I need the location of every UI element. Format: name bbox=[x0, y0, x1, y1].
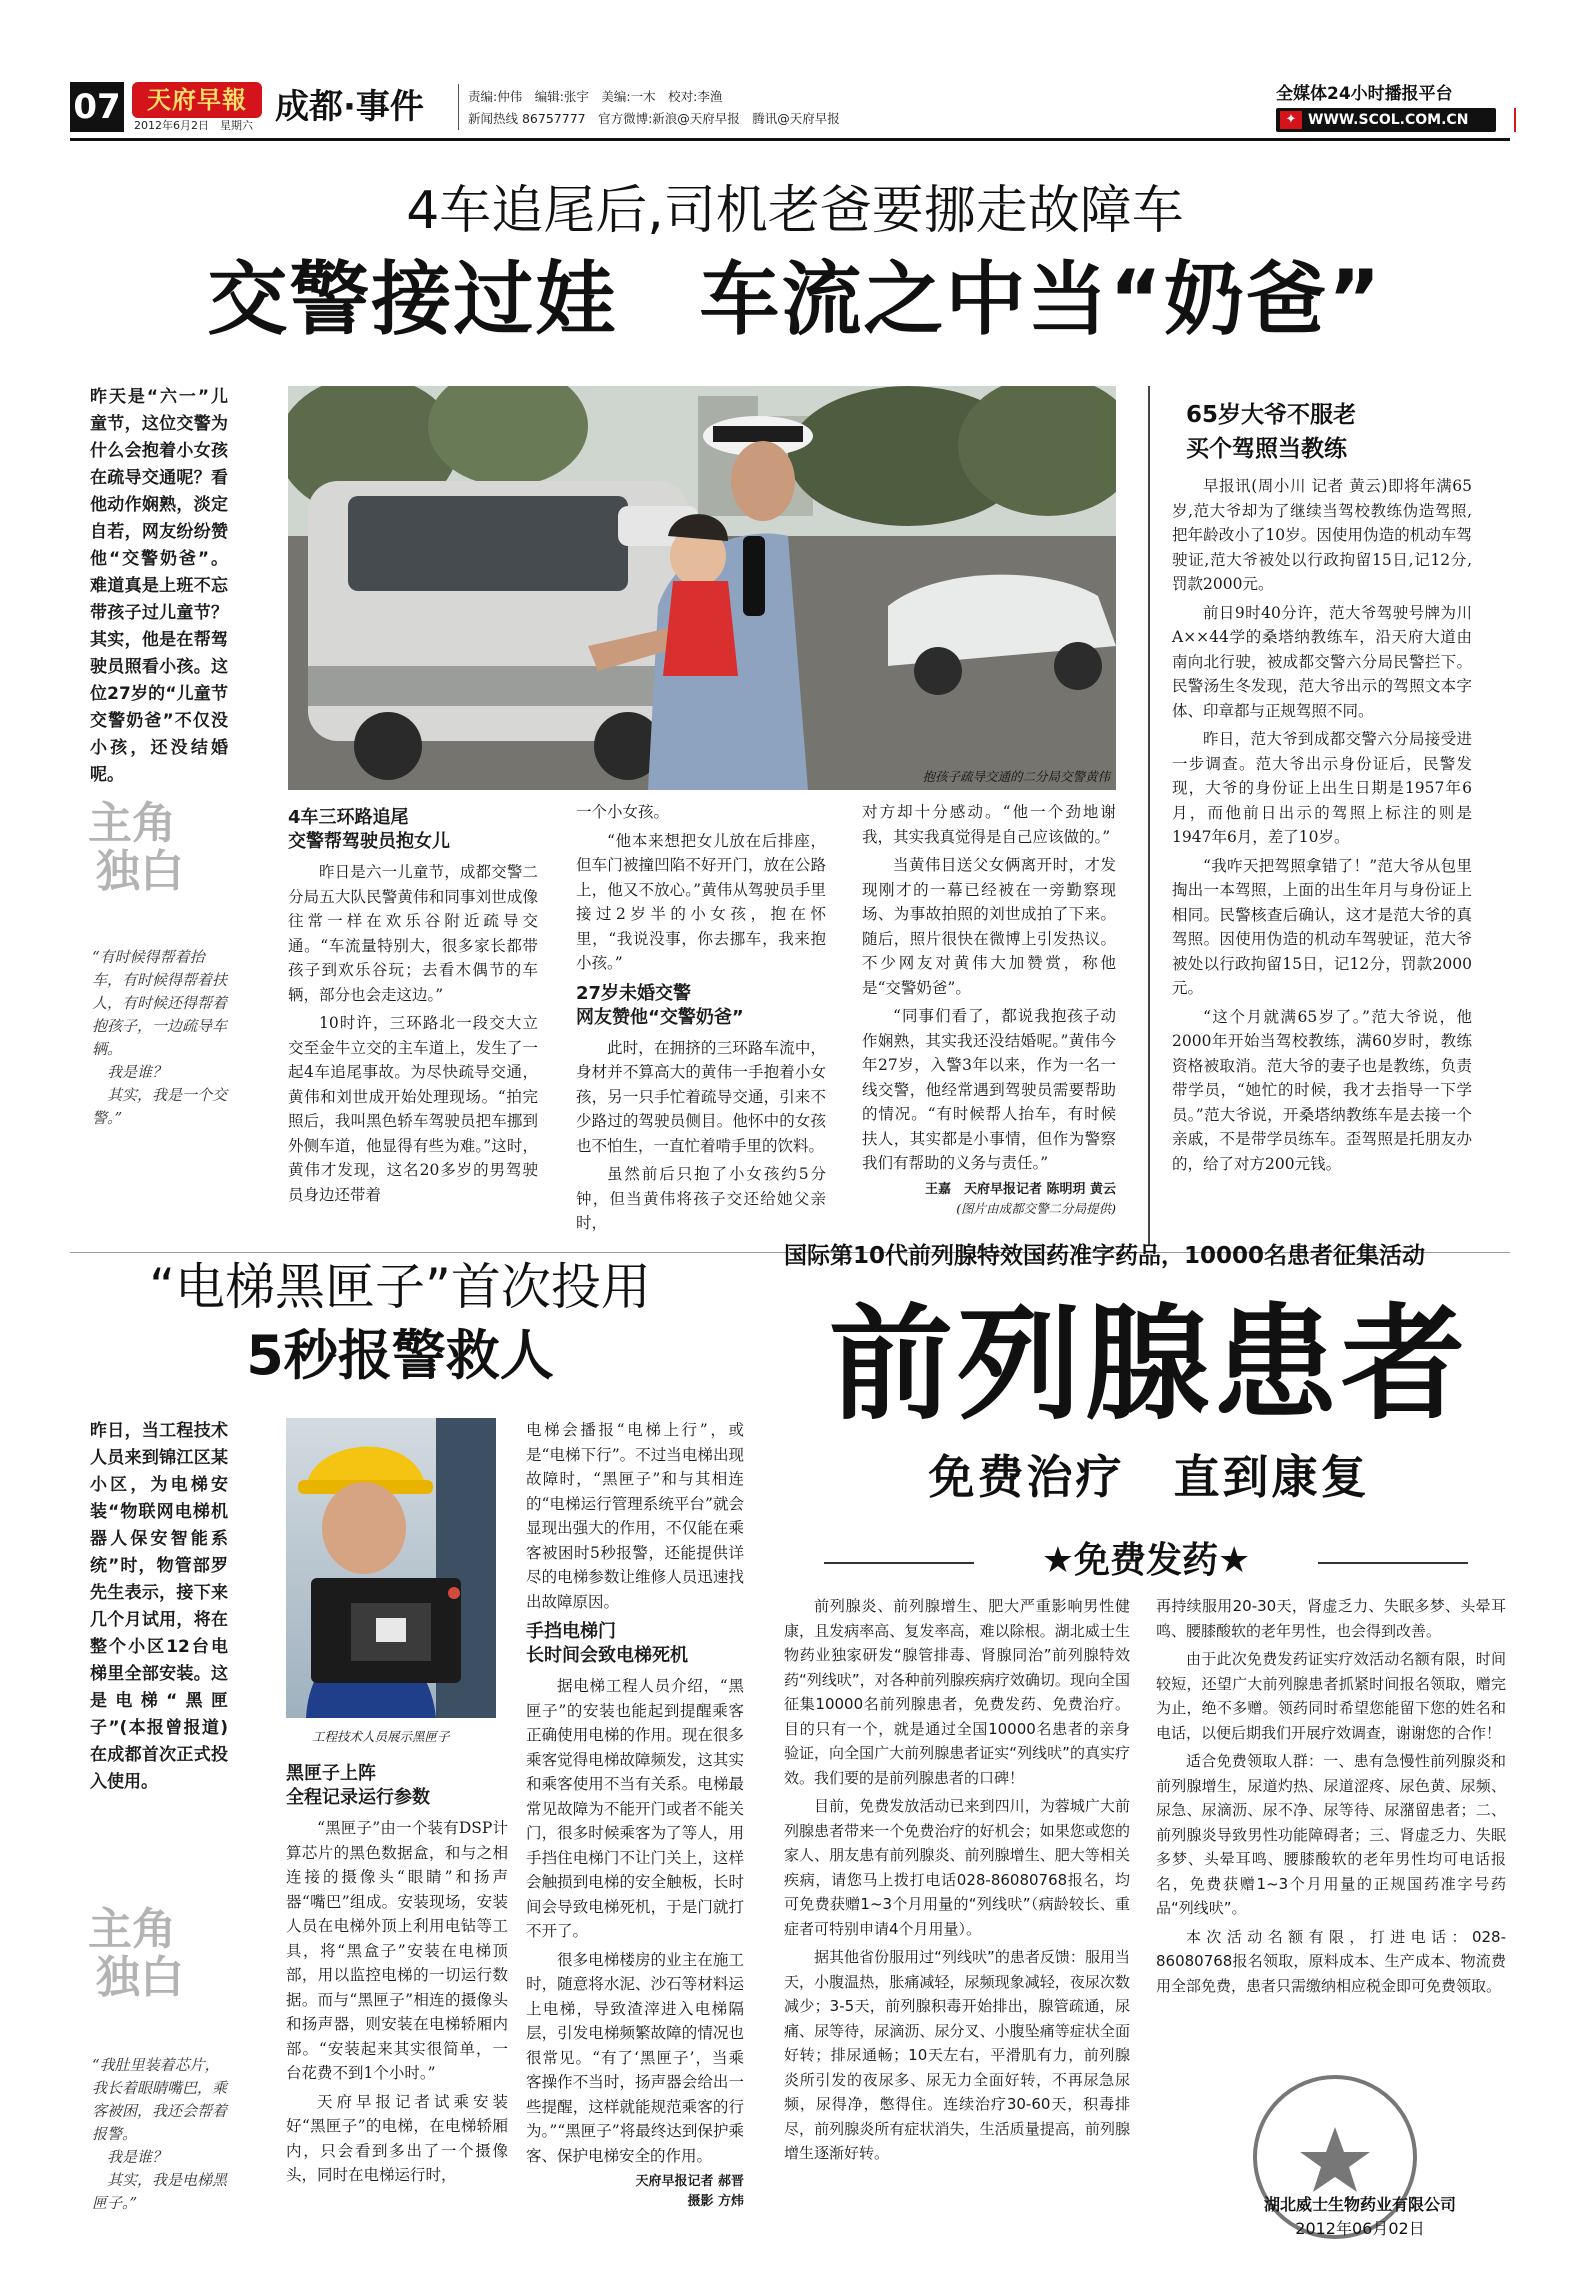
sidebar1-badge-line2: 独白 bbox=[96, 846, 184, 897]
platform-label: 全媒体24小时播报平台 bbox=[1276, 84, 1453, 104]
story1-col3-p1: 对方却十分感动。“他一个劲地谢我，其实我真觉得是自己应该做的。” bbox=[862, 803, 1116, 846]
website-bar bbox=[1276, 108, 1496, 132]
company-seal bbox=[1250, 2072, 1420, 2242]
sidebar2-badge-line2: 独白 bbox=[96, 1952, 184, 2003]
website-icon: ✦ bbox=[1280, 111, 1302, 129]
paper-logo bbox=[132, 82, 262, 118]
header-divider bbox=[458, 84, 459, 130]
story-divider-vertical bbox=[1148, 386, 1150, 1246]
story3-col2 bbox=[526, 1418, 744, 2212]
ad-subtitle: 免费治疗 直到康复 bbox=[928, 1450, 1370, 1504]
story1-byline: 王嘉 天府早报记者 陈明玥 黄云 bbox=[924, 1181, 1116, 1197]
website-url[interactable]: WWW.SCOL.COM.CN bbox=[1308, 112, 1469, 128]
header-rule bbox=[70, 138, 1510, 141]
ad-date: 2012年06月02日 bbox=[1295, 2219, 1425, 2238]
story1-photo-credit: (图片由成都交警二分局提供) bbox=[956, 1200, 1116, 1216]
ad-free-rule-left bbox=[824, 1562, 974, 1564]
section-title: 成都·事件 bbox=[275, 87, 424, 127]
sidebar2-badge bbox=[88, 1906, 198, 2002]
page-number-box bbox=[70, 82, 124, 132]
story3-subhead1: 黑匣子上阵 全程记录运行参数 bbox=[286, 1763, 430, 1808]
ad-top-line: 国际第10代前列腺特效国药准字药品，10000名患者征集活动 bbox=[784, 1243, 1426, 1269]
story1-kicker: 4车追尾后,司机老爸要挪走故障车 bbox=[406, 181, 1184, 241]
story2-p2: 前日9时40分许，范大爷驾驶号牌为川A××44学的桑塔纳教练车，沿天府大道由南向北行驶，被成都交警六分局民警拦下。民警汤生冬发现，范大爷出示的驾照文本字体、印章都与正规驾照不同。 bbox=[1172, 603, 1472, 720]
story2-p3: 昨日，范大爷到成都交警六分局接受进一步调查。范大爷出示身份证后，民警发现，大爷的身份证上出生日期是1957年6月，而他前日出示的驾照上标注的则是1947年6月，差了10岁。 bbox=[1172, 730, 1472, 846]
story1-subhead1: 4车三环路追尾 交警帮驾驶员抱女儿 bbox=[288, 807, 450, 852]
story1-col3-p2: 当黄伟目送父女俩离开时，才发现刚才的一幕已经被在一旁勤察现场、为事故拍照的刘世成拍了下来。随后，照片很快在微博上引发热议。不少网友对黄伟大加赞赏，称他是“交警奶爸”。 bbox=[862, 856, 1116, 997]
story3-col1-p2: 天府早报记者试乘安装好“黑匣子”的电梯，在电梯轿厢内，只会看到多出了一个摄像头，同时在电梯运行时， bbox=[286, 2092, 508, 2184]
story3-headline-line2: 5秒报警救人 bbox=[246, 1324, 554, 1387]
story1-col2-p3: 此时，在拥挤的三环路车流中，身材并不算高大的黄伟一手抱着小女孩，另一只手忙着疏导交通，引来不少路过的驾驶员侧目。他怀中的女孩也不怕生，一直忙着啃手里的饮料。 bbox=[576, 1038, 826, 1155]
story3-col1 bbox=[286, 1756, 508, 2192]
story3-col2-p3: 很多电梯楼房的业主在施工时，随意将水泥、沙石等材料运上电梯，导致渣滓进入电梯隔层，引发电梯频繁故障的情况也很常见。“有了‘黑匣子’，当乘客操作不当时，扬声器会给出一些提醒，这样就能规范乘客的行为。”“黑匣子”将最终达到保护乘客、保护电梯安全的作用。 bbox=[526, 1950, 744, 2165]
sidebar1-badge bbox=[88, 800, 198, 896]
elevator-blackbox-photo bbox=[286, 1418, 496, 1718]
story3-byline: 天府早报记者 郝晋 bbox=[635, 2174, 744, 2189]
sidebar2-badge-line1: 主角 bbox=[88, 1904, 176, 1955]
story1-subhead2: 27岁未婚交警 网友赞他“交警奶爸” bbox=[576, 982, 744, 1028]
ad-col1-p1: 前列腺炎、前列腺增生、肥大严重影响男性健康，且发病率高、复发率高，难以除根。湖北威士生物药业独家研发“腺管排毒、肾腺同治”前列腺特效药“列线吠”，对各种前列腺疾病疗效确切。现向全国征集10000名前列腺患者，免费发药、免费治疗。目的只有一个，就是通过全国10000名患者的亲身验证，向全国广大前列腺患者证实“列线吠”的真实疗效。我们要的是前列腺患者的口碑！ bbox=[784, 1597, 1130, 1787]
story3-photo-caption: 工程技术人员展示黑匣子 bbox=[312, 1729, 450, 1744]
story1-lede: 昨天是“六一”儿童节，这位交警为什么会抱着小女孩在疏导交通呢？看他动作娴熟，淡定自若，网友纷纷赞他“交警奶爸”。难道真是上班不忘带孩子过儿童节？其实，他是在帮驾驶员照看小孩。这位27岁的“儿童节交警奶爸”不仅没小孩，还没结婚呢。 bbox=[90, 387, 228, 785]
story2-p4: “我咋天把驾照拿错了！”范大爷从包里掏出一本驾照，上面的出生年月与身份证上相同。民警核查后确认，这才是范大爷的真驾照。因使用伪造的机动车驾驶证，范大爷被处以行政拘留15日，记12分，罚款2000元。 bbox=[1172, 856, 1472, 997]
ad-col1-p3: 据其他省份服用过“列线吠”的患者反馈：服用当天，小腹温热，胀痛减轻，尿频现象减轻，夜尿次数减少；3-5天，前列腺积毒开始排出，腺管疏通，尿痛、尿等待，尿滴沥、尿分叉、小腹坠痛等症状全面好转；排尿通畅；10天左右，平滑肌有力，前列腺炎所引发的夜尿多、尿无力全面好转，不再尿急尿频，尿得净，憋得住。连续治疗30-60天，积毒排尽，前列腺炎所有症状消失，生活质量提高，前列腺增生逐渐好转。 bbox=[784, 1948, 1130, 2162]
story2-p1: 早报讯(周小川 记者 黄云)即将年满65岁,范大爷却为了继续当驾校教练伪造驾照,把年龄改小了10岁。因使用伪造的机动车驾驶证,范大爷被处以行政拘留15日,记12分,罚款2000元。 bbox=[1172, 477, 1472, 593]
story2-headline: 65岁大爷不服老 买个驾照当教练 bbox=[1186, 402, 1357, 462]
page-number: 07 bbox=[73, 87, 121, 127]
story3-col2-p1: 电梯会播报“电梯上行”，或是“电梯下行”。不过当电梯出现故障时，“黑匣子”和与其相连的“电梯运行管理系统平台”就会显现出强大的作用，不仅能在乘客被困时5秒报警，还能提供详尽的电梯参数让维修人员迅速找出故障原因。 bbox=[526, 1421, 744, 1611]
story1-col3 bbox=[862, 800, 1116, 1218]
story3-photo-credit: 摄影 方炜 bbox=[687, 2194, 744, 2209]
story1-col1-p2: 10时许，三环路北一段交大立交至金牛立交的主车道上，发生了一起4车追尾事故。为尽快疏导交通，黄伟和刘世成开始处理现场。“拍完照后，我叫黑色轿车驾驶员把车挪到外侧车道，他显得有些为难。”这时，黄伟才发现，这名20多岁的男驾驶员身边还带着 bbox=[288, 1014, 538, 1204]
sidebar1-quote: “有时候得帮着抬车，有时候得帮着扶人，有时候还得帮着抱孩子，一边疏导车辆。 我是谁？ 其实，我是一个交警。” bbox=[92, 948, 228, 1127]
page-corner-mark bbox=[1500, 108, 1516, 132]
ad-col2-p3: 适合免费领取人群：一、患有急慢性前列腺炎和前列腺增生，尿道灼热、尿道涩疼、尿色黄、尿频、尿急、尿滴沥、尿不净、尿等待、尿潴留患者；二、前列腺炎导致男性功能障碍者；三、肾虚乏力、失眠多梦、头晕耳鸣、腰膝酸软的老年男性均可电话报名，免费获赠1~3个月用量的正规国药准字号药品“列线吠”。 bbox=[1156, 1752, 1506, 1917]
ad-big-title: 前列腺患者 bbox=[828, 1293, 1469, 1437]
ad-col2-p2: 由于此次免费发药证实疗效活动名额有限，时间较短，还望广大前列腺患者抓紧时间报名领取，赠完为止，绝不多赠。领药同时希望您能留下您的姓名和电话，以便后期我们开展疗效调查，谢谢您的合作！ bbox=[1156, 1650, 1506, 1742]
sidebar2-quote: “我肚里装着芯片，我长着眼睛嘴巴，乘客被困，我还会帮着报警。 我是谁？ 其实，我是电梯黑匣子。” bbox=[92, 2056, 228, 2212]
story1-col1 bbox=[288, 800, 538, 1211]
story1-col2 bbox=[576, 800, 826, 1240]
traffic-police-photo bbox=[288, 386, 1116, 790]
seal-star-icon bbox=[1250, 2072, 1420, 2242]
story1-col2-p4: 虽然前后只抱了小女孩约5分钟，但当黄伟将孩子交还给她父亲时， bbox=[576, 1165, 826, 1232]
editor-line: 责编:仲伟 编辑:张宇 美编:一木 校对:李渔 bbox=[468, 89, 723, 104]
story1-col2-p1: 一个小女孩。 bbox=[576, 803, 670, 821]
story1-col2-p2: “他本来想把女儿放在后排座，但车门被撞凹陷不好开门，放在公路上，他又不放心。”黄伟从驾驶员手里接过2岁半的小女孩，抱在怀里，“我说没事，你去挪车，我来抱小孩。” bbox=[576, 831, 826, 972]
ad-col2-p4: 本次活动名额有限，打进电话：028-86080768报名领取，原料成本、生产成本、物流费用全部免费，患者只需缴纳相应税金即可免费领取。 bbox=[1156, 1927, 1506, 1995]
sidebar1-badge-line1: 主角 bbox=[88, 798, 176, 849]
story1-col3-p3: “同事们看了，都说我抱孩子动作娴熟，其实我还没结婚呢。”黄伟今年27岁，入警3年以来，作为一名一线交警，他经常遇到驾驶员需要帮助的情况。“有时候帮人抬车，有时候扶人，其实都是小事情，但作为警察我们有帮助的义务与责任。” bbox=[862, 1007, 1116, 1172]
story3-col1-p1: “黑匣子”由一个装有DSP计算芯片的黑色数据盒，和与之相连接的摄像头“眼睛”和扬声器“嘴巴”组成。安装现场，安装人员在电梯外顶上利用电钻等工具，将“黑盒子”安装在电梯顶部，用以监控电梯的一切运行数据。而与“黑匣子”相连的摄像头和扬声器，则安装在电梯轿厢内部。“安装起来其实很简单，一台花费不到1个小时。” bbox=[286, 1819, 508, 2082]
story1-headline: 交警接过娃 车流之中当“奶爸” bbox=[207, 253, 1383, 346]
ad-col2 bbox=[1156, 1594, 1506, 2002]
ad-free-line: ★免费发药★ bbox=[1041, 1540, 1251, 1581]
story2-p5: “这个月就满65岁了。”范大爷说，他2000年开始当驾校教练，满60岁时，教练资格被取消。范大爷的妻子也是教练，负责带学员，“她忙的时候，我才去指导一下学员。”范大爷说，开桑塔纳教练车是去接一个亲戚，不是带学员练车。歪驾照是托朋友办的，给了对方200元钱。 bbox=[1172, 1007, 1472, 1173]
story3-lede: 昨日，当工程技术人员来到锦江区某小区，为电梯安装“物联网电梯机器人保安智能系统”时，物管部罗先生表示，接下来几个月试用，将在整个小区12台电梯里全部安装。这是电梯“黑匣子”(本报曾报道)在成都首次正式投入使用。 bbox=[90, 1421, 228, 1792]
story1-col1-p1: 昨日是六一儿童节，成都交警二分局五大队民警黄伟和同事刘世成像往常一样在欢乐谷附近疏导交通。“车流量特别大，很多家长都带孩子到欢乐谷玩；去看木偶节的车辆，部分也会走这边。” bbox=[288, 863, 538, 1004]
story3-col2-p2: 据电梯工程人员介绍，“黑匣子”的安装也能起到提醒乘客正确使用电梯的作用。现在很多乘客觉得电梯故障频发，这其实和乘客使用不当有关系。电梯最常见故障为不能开门或者不能关门，很多时候乘客为了等人，用手挡住电梯门不让门关上，这样会触损到电梯的安全触板，长时间会导致电梯死机，于是门就打不开了。 bbox=[526, 1677, 744, 1940]
ad-free-rule-right bbox=[1318, 1562, 1468, 1564]
paper-name: 天府早報 bbox=[147, 85, 247, 114]
story1-photo-caption: 抱孩子疏导交通的二分局交警黄伟 bbox=[922, 769, 1110, 784]
engineer-illustration bbox=[286, 1418, 496, 1718]
story2-body bbox=[1172, 474, 1472, 1180]
ad-company: 湖北威士生物药业有限公司 bbox=[1263, 2195, 1456, 2214]
story3-headline-line1: “电梯黑匣子”首次投用 bbox=[149, 1258, 651, 1316]
ad-col2-p1: 再持续服用20-30天，肾虚乏力、失眠多梦、头晕耳鸣、腰膝酸软的老年男性，也会得到改善。 bbox=[1156, 1597, 1506, 1640]
ad-col1 bbox=[784, 1594, 1130, 2170]
date-line: 2012年6月2日 星期六 bbox=[134, 119, 253, 132]
hotline-line: 新闻热线 86757777 官方微博:新浪@天府早报 腾讯@天府早报 bbox=[468, 111, 840, 126]
ad-col1-p2: 目前，免费发放活动已来到四川，为蓉城广大前列腺患者带来一个免费治疗的好机会；如果您或您的家人、朋友患有前列腺炎、前列腺增生、肥大等相关疾病，请您马上拨打电话028-86080768报名，均可免费获赠1~3个月用量的“列线吠”（病龄较长、重症者可特别申请4个月用量）。 bbox=[784, 1797, 1130, 1938]
story3-subhead2: 手挡电梯门 长时间会致电梯死机 bbox=[526, 1621, 688, 1666]
traffic-scene-illustration bbox=[288, 386, 1116, 790]
